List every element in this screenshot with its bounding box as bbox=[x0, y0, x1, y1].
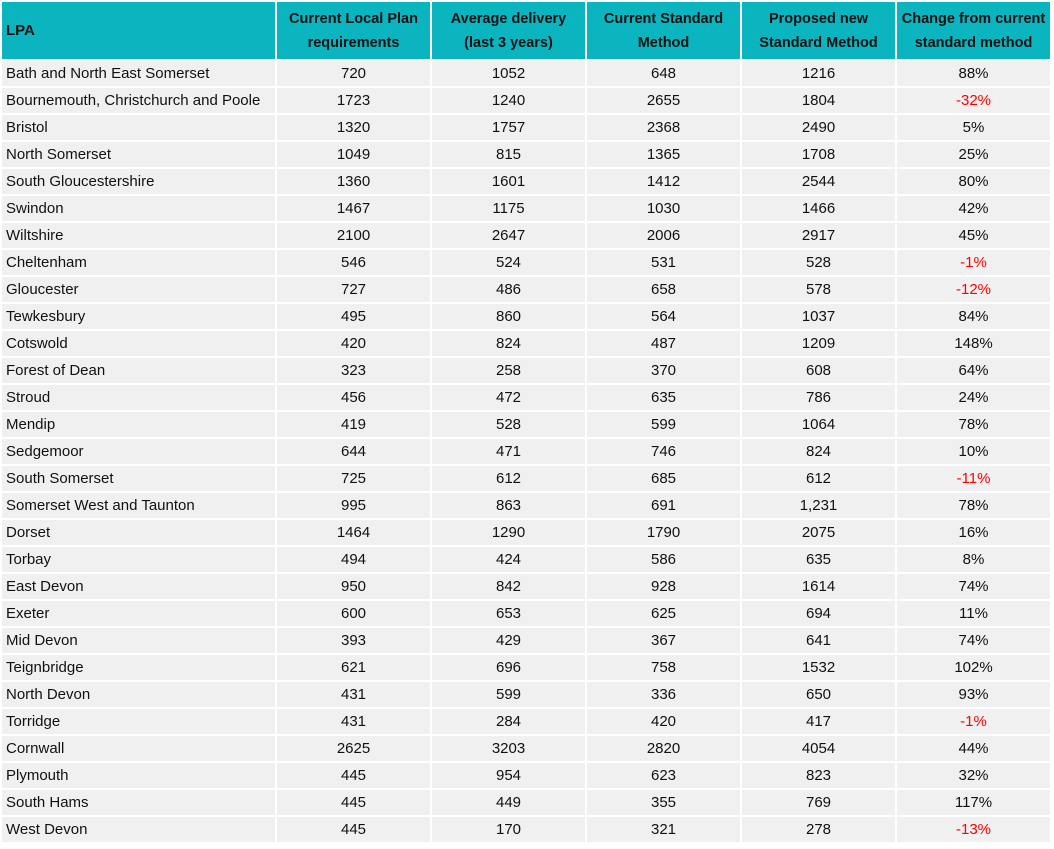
cell-proposed-method: 823 bbox=[742, 763, 895, 788]
cell-average-delivery: 472 bbox=[432, 385, 585, 410]
table-row bbox=[2, 61, 1050, 86]
cell-local-plan: 725 bbox=[277, 466, 430, 491]
cell-change: -1% bbox=[897, 709, 1050, 734]
cell-average-delivery: 429 bbox=[432, 628, 585, 653]
cell-lpa: Somerset West and Taunton bbox=[2, 493, 275, 518]
header-average-delivery: Average delivery (last 3 years) bbox=[432, 2, 585, 59]
cell-average-delivery: 696 bbox=[432, 655, 585, 680]
table-row bbox=[2, 412, 1050, 437]
cell-change: 117% bbox=[897, 790, 1050, 815]
cell-change: 102% bbox=[897, 655, 1050, 680]
cell-local-plan: 456 bbox=[277, 385, 430, 410]
cell-change: -1% bbox=[897, 250, 1050, 275]
table-row bbox=[2, 385, 1050, 410]
cell-proposed-method: 2544 bbox=[742, 169, 895, 194]
cell-lpa: Teignbridge bbox=[2, 655, 275, 680]
cell-average-delivery: 1290 bbox=[432, 520, 585, 545]
cell-average-delivery: 842 bbox=[432, 574, 585, 599]
cell-change: 74% bbox=[897, 628, 1050, 653]
cell-local-plan: 495 bbox=[277, 304, 430, 329]
cell-current-method: 599 bbox=[587, 412, 740, 437]
cell-change: 16% bbox=[897, 520, 1050, 545]
cell-current-method: 367 bbox=[587, 628, 740, 653]
cell-current-method: 355 bbox=[587, 790, 740, 815]
cell-lpa: South Hams bbox=[2, 790, 275, 815]
cell-change: 44% bbox=[897, 736, 1050, 761]
table-row bbox=[2, 142, 1050, 167]
cell-lpa: South Somerset bbox=[2, 466, 275, 491]
cell-average-delivery: 284 bbox=[432, 709, 585, 734]
cell-local-plan: 720 bbox=[277, 61, 430, 86]
cell-change: 80% bbox=[897, 169, 1050, 194]
table-row bbox=[2, 790, 1050, 815]
cell-average-delivery: 860 bbox=[432, 304, 585, 329]
cell-local-plan: 2625 bbox=[277, 736, 430, 761]
cell-change: 78% bbox=[897, 412, 1050, 437]
cell-current-method: 1365 bbox=[587, 142, 740, 167]
cell-current-method: 1412 bbox=[587, 169, 740, 194]
cell-current-method: 487 bbox=[587, 331, 740, 356]
cell-current-method: 564 bbox=[587, 304, 740, 329]
cell-average-delivery: 599 bbox=[432, 682, 585, 707]
cell-average-delivery: 3203 bbox=[432, 736, 585, 761]
cell-average-delivery: 1757 bbox=[432, 115, 585, 140]
cell-change: 11% bbox=[897, 601, 1050, 626]
table-row bbox=[2, 331, 1050, 356]
cell-current-method: 2655 bbox=[587, 88, 740, 113]
cell-local-plan: 727 bbox=[277, 277, 430, 302]
cell-local-plan: 445 bbox=[277, 763, 430, 788]
cell-change: 84% bbox=[897, 304, 1050, 329]
cell-current-method: 685 bbox=[587, 466, 740, 491]
cell-average-delivery: 258 bbox=[432, 358, 585, 383]
cell-lpa: North Devon bbox=[2, 682, 275, 707]
cell-average-delivery: 1601 bbox=[432, 169, 585, 194]
cell-lpa: Torbay bbox=[2, 547, 275, 572]
table-row bbox=[2, 304, 1050, 329]
table-row bbox=[2, 520, 1050, 545]
cell-change: 32% bbox=[897, 763, 1050, 788]
cell-proposed-method: 528 bbox=[742, 250, 895, 275]
table-row bbox=[2, 763, 1050, 788]
cell-lpa: Tewkesbury bbox=[2, 304, 275, 329]
cell-proposed-method: 1614 bbox=[742, 574, 895, 599]
table-row bbox=[2, 466, 1050, 491]
cell-local-plan: 600 bbox=[277, 601, 430, 626]
cell-proposed-method: 824 bbox=[742, 439, 895, 464]
cell-lpa: Gloucester bbox=[2, 277, 275, 302]
cell-proposed-method: 2917 bbox=[742, 223, 895, 248]
table-row bbox=[2, 547, 1050, 572]
cell-local-plan: 323 bbox=[277, 358, 430, 383]
cell-current-method: 658 bbox=[587, 277, 740, 302]
cell-lpa: Sedgemoor bbox=[2, 439, 275, 464]
cell-local-plan: 393 bbox=[277, 628, 430, 653]
cell-local-plan: 431 bbox=[277, 709, 430, 734]
cell-change: 148% bbox=[897, 331, 1050, 356]
cell-current-method: 691 bbox=[587, 493, 740, 518]
cell-local-plan: 1723 bbox=[277, 88, 430, 113]
cell-proposed-method: 1209 bbox=[742, 331, 895, 356]
table-row bbox=[2, 709, 1050, 734]
cell-lpa: Stroud bbox=[2, 385, 275, 410]
cell-local-plan: 546 bbox=[277, 250, 430, 275]
cell-current-method: 625 bbox=[587, 601, 740, 626]
cell-local-plan: 1049 bbox=[277, 142, 430, 167]
table-row bbox=[2, 601, 1050, 626]
cell-local-plan: 1467 bbox=[277, 196, 430, 221]
cell-current-method: 2820 bbox=[587, 736, 740, 761]
cell-average-delivery: 449 bbox=[432, 790, 585, 815]
header-lpa: LPA bbox=[2, 2, 275, 59]
table-row bbox=[2, 196, 1050, 221]
cell-average-delivery: 2647 bbox=[432, 223, 585, 248]
table-row bbox=[2, 358, 1050, 383]
cell-average-delivery: 1052 bbox=[432, 61, 585, 86]
cell-local-plan: 431 bbox=[277, 682, 430, 707]
cell-proposed-method: 612 bbox=[742, 466, 895, 491]
cell-local-plan: 445 bbox=[277, 817, 430, 842]
cell-change: 64% bbox=[897, 358, 1050, 383]
cell-current-method: 746 bbox=[587, 439, 740, 464]
cell-average-delivery: 486 bbox=[432, 277, 585, 302]
cell-proposed-method: 1708 bbox=[742, 142, 895, 167]
cell-change: 74% bbox=[897, 574, 1050, 599]
cell-change: 88% bbox=[897, 61, 1050, 86]
cell-change: 93% bbox=[897, 682, 1050, 707]
header-row bbox=[2, 2, 1050, 59]
cell-lpa: Bournemouth, Christchurch and Poole bbox=[2, 88, 275, 113]
cell-local-plan: 995 bbox=[277, 493, 430, 518]
cell-average-delivery: 612 bbox=[432, 466, 585, 491]
cell-local-plan: 420 bbox=[277, 331, 430, 356]
cell-current-method: 758 bbox=[587, 655, 740, 680]
table-row bbox=[2, 736, 1050, 761]
cell-proposed-method: 1037 bbox=[742, 304, 895, 329]
cell-average-delivery: 170 bbox=[432, 817, 585, 842]
cell-average-delivery: 815 bbox=[432, 142, 585, 167]
cell-lpa: Forest of Dean bbox=[2, 358, 275, 383]
cell-proposed-method: 650 bbox=[742, 682, 895, 707]
cell-current-method: 1030 bbox=[587, 196, 740, 221]
table-row bbox=[2, 223, 1050, 248]
cell-average-delivery: 1175 bbox=[432, 196, 585, 221]
cell-change: -13% bbox=[897, 817, 1050, 842]
cell-current-method: 531 bbox=[587, 250, 740, 275]
cell-proposed-method: 578 bbox=[742, 277, 895, 302]
cell-local-plan: 1360 bbox=[277, 169, 430, 194]
cell-local-plan: 494 bbox=[277, 547, 430, 572]
cell-lpa: Dorset bbox=[2, 520, 275, 545]
cell-proposed-method: 417 bbox=[742, 709, 895, 734]
cell-change: -12% bbox=[897, 277, 1050, 302]
cell-lpa: Cheltenham bbox=[2, 250, 275, 275]
cell-average-delivery: 471 bbox=[432, 439, 585, 464]
cell-average-delivery: 528 bbox=[432, 412, 585, 437]
table-row bbox=[2, 628, 1050, 653]
cell-change: -32% bbox=[897, 88, 1050, 113]
table-header bbox=[2, 2, 1050, 59]
cell-average-delivery: 653 bbox=[432, 601, 585, 626]
table-row bbox=[2, 574, 1050, 599]
cell-local-plan: 1320 bbox=[277, 115, 430, 140]
cell-proposed-method: 278 bbox=[742, 817, 895, 842]
cell-change: 24% bbox=[897, 385, 1050, 410]
cell-proposed-method: 635 bbox=[742, 547, 895, 572]
table-row bbox=[2, 88, 1050, 113]
cell-local-plan: 2100 bbox=[277, 223, 430, 248]
cell-lpa: Cotswold bbox=[2, 331, 275, 356]
cell-current-method: 321 bbox=[587, 817, 740, 842]
cell-proposed-method: 1064 bbox=[742, 412, 895, 437]
table-row bbox=[2, 115, 1050, 140]
table-row bbox=[2, 250, 1050, 275]
cell-change: 42% bbox=[897, 196, 1050, 221]
cell-proposed-method: 2490 bbox=[742, 115, 895, 140]
cell-current-method: 635 bbox=[587, 385, 740, 410]
table-row bbox=[2, 655, 1050, 680]
cell-local-plan: 621 bbox=[277, 655, 430, 680]
cell-proposed-method: 641 bbox=[742, 628, 895, 653]
cell-current-method: 586 bbox=[587, 547, 740, 572]
cell-lpa: West Devon bbox=[2, 817, 275, 842]
header-proposed-standard-method: Proposed new Standard Method bbox=[742, 2, 895, 59]
cell-local-plan: 445 bbox=[277, 790, 430, 815]
cell-current-method: 2368 bbox=[587, 115, 740, 140]
cell-lpa: North Somerset bbox=[2, 142, 275, 167]
cell-current-method: 2006 bbox=[587, 223, 740, 248]
cell-average-delivery: 1240 bbox=[432, 88, 585, 113]
cell-current-method: 648 bbox=[587, 61, 740, 86]
cell-average-delivery: 954 bbox=[432, 763, 585, 788]
cell-lpa: East Devon bbox=[2, 574, 275, 599]
cell-lpa: Torridge bbox=[2, 709, 275, 734]
cell-current-method: 420 bbox=[587, 709, 740, 734]
cell-lpa: Mid Devon bbox=[2, 628, 275, 653]
table-row bbox=[2, 439, 1050, 464]
cell-proposed-method: 1532 bbox=[742, 655, 895, 680]
header-current-standard-method: Current Standard Method bbox=[587, 2, 740, 59]
table-row bbox=[2, 169, 1050, 194]
cell-proposed-method: 2075 bbox=[742, 520, 895, 545]
cell-lpa: Bath and North East Somerset bbox=[2, 61, 275, 86]
cell-change: 10% bbox=[897, 439, 1050, 464]
table-row bbox=[2, 493, 1050, 518]
table-row bbox=[2, 817, 1050, 842]
cell-lpa: Wiltshire bbox=[2, 223, 275, 248]
cell-proposed-method: 694 bbox=[742, 601, 895, 626]
cell-change: 45% bbox=[897, 223, 1050, 248]
cell-local-plan: 1464 bbox=[277, 520, 430, 545]
cell-average-delivery: 863 bbox=[432, 493, 585, 518]
cell-proposed-method: 1,231 bbox=[742, 493, 895, 518]
cell-proposed-method: 4054 bbox=[742, 736, 895, 761]
table-row bbox=[2, 277, 1050, 302]
cell-lpa: South Gloucestershire bbox=[2, 169, 275, 194]
cell-current-method: 928 bbox=[587, 574, 740, 599]
cell-current-method: 623 bbox=[587, 763, 740, 788]
table-row bbox=[2, 682, 1050, 707]
cell-current-method: 370 bbox=[587, 358, 740, 383]
cell-lpa: Swindon bbox=[2, 196, 275, 221]
cell-average-delivery: 824 bbox=[432, 331, 585, 356]
cell-change: 25% bbox=[897, 142, 1050, 167]
cell-lpa: Exeter bbox=[2, 601, 275, 626]
cell-change: 78% bbox=[897, 493, 1050, 518]
header-current-local-plan: Current Local Plan requirements bbox=[277, 2, 430, 59]
cell-proposed-method: 769 bbox=[742, 790, 895, 815]
table-body bbox=[2, 61, 1050, 842]
cell-lpa: Mendip bbox=[2, 412, 275, 437]
cell-change: 5% bbox=[897, 115, 1050, 140]
cell-proposed-method: 786 bbox=[742, 385, 895, 410]
header-change: Change from current standard method bbox=[897, 2, 1050, 59]
cell-lpa: Cornwall bbox=[2, 736, 275, 761]
cell-average-delivery: 424 bbox=[432, 547, 585, 572]
cell-proposed-method: 608 bbox=[742, 358, 895, 383]
cell-local-plan: 950 bbox=[277, 574, 430, 599]
cell-local-plan: 644 bbox=[277, 439, 430, 464]
cell-lpa: Bristol bbox=[2, 115, 275, 140]
cell-proposed-method: 1466 bbox=[742, 196, 895, 221]
cell-lpa: Plymouth bbox=[2, 763, 275, 788]
cell-proposed-method: 1804 bbox=[742, 88, 895, 113]
cell-change: -11% bbox=[897, 466, 1050, 491]
cell-proposed-method: 1216 bbox=[742, 61, 895, 86]
cell-average-delivery: 524 bbox=[432, 250, 585, 275]
cell-change: 8% bbox=[897, 547, 1050, 572]
cell-current-method: 1790 bbox=[587, 520, 740, 545]
cell-current-method: 336 bbox=[587, 682, 740, 707]
cell-local-plan: 419 bbox=[277, 412, 430, 437]
